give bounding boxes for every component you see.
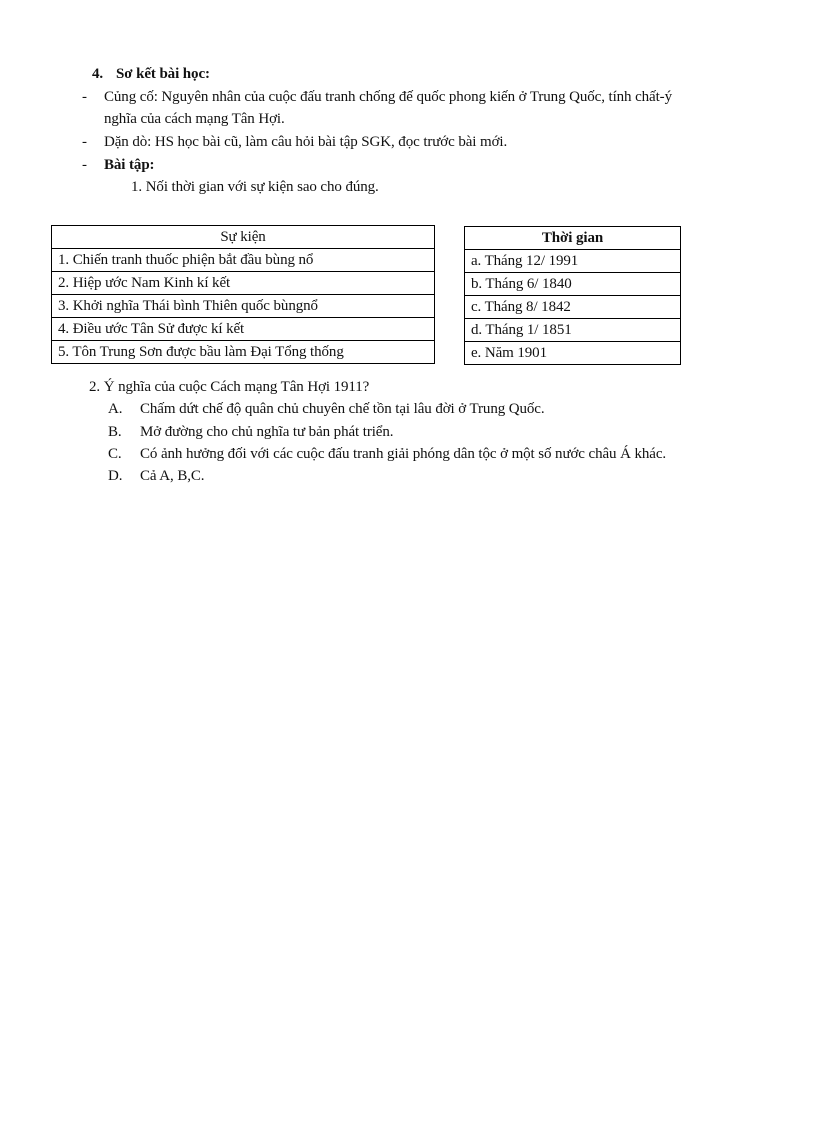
bullet-dash: - — [82, 157, 87, 173]
bullet-dash: - — [82, 134, 87, 150]
time-row: d. Tháng 1/ 1851 — [465, 319, 681, 342]
option-text-b: Mở đường cho chủ nghĩa tư bản phát triển. — [140, 424, 394, 440]
option-text-c: Có ảnh hưởng đối với các cuộc đấu tranh giải phóng dân tộc ở một số nước châu Á khác. — [140, 446, 667, 462]
event-row: 3. Khởi nghĩa Thái bình Thiên quốc bùngnổ — [52, 295, 435, 318]
section-number: 4. — [92, 66, 104, 82]
event-row: 1. Chiến tranh thuốc phiện bắt đầu bùng nổ — [52, 249, 435, 272]
option-text-a: Chấm dứt chế độ quân chủ chuyên chế tồn tại lâu đời ở Trung Quốc. — [140, 401, 545, 417]
times-table — [464, 226, 681, 365]
option-letter-c: C. — [108, 446, 122, 462]
times-header: Thời gian — [465, 227, 681, 250]
consolidate-line-2: nghĩa của cách mạng Tân Hợi. — [104, 111, 285, 127]
time-row: b. Tháng 6/ 1840 — [465, 273, 681, 296]
exercise1-prompt: 1. Nối thời gian với sự kiện sao cho đúng. — [131, 179, 379, 195]
bullet-dash: - — [82, 89, 87, 105]
section-title: Sơ kết bài học: — [116, 66, 210, 82]
option-letter-a: A. — [108, 401, 123, 417]
events-header: Sự kiện — [52, 226, 435, 249]
time-row: e. Năm 1901 — [465, 342, 681, 365]
option-letter-d: D. — [108, 468, 123, 484]
events-table — [51, 225, 435, 364]
time-row: a. Tháng 12/ 1991 — [465, 250, 681, 273]
homework-text: Dặn dò: HS học bài cũ, làm câu hỏi bài tập SGK, đọc trước bài mới. — [104, 134, 508, 150]
event-row: 4. Điều ước Tân Sử được kí kết — [52, 318, 435, 341]
exercise2-question: 2. Ý nghĩa của cuộc Cách mạng Tân Hợi 1911? — [89, 379, 370, 395]
consolidate-line-1: Củng cố: Nguyên nhân của cuộc đấu tranh chống đế quốc phong kiến ở Trung Quốc, tính chất-ý — [104, 89, 672, 105]
exercise-label: Bài tập: — [104, 157, 155, 173]
option-text-d: Cả A, B,C. — [140, 468, 205, 484]
event-row: 5. Tôn Trung Sơn được bầu làm Đại Tổng thống — [52, 341, 435, 364]
time-row: c. Tháng 8/ 1842 — [465, 296, 681, 319]
option-letter-b: B. — [108, 424, 122, 440]
event-row: 2. Hiệp ước Nam Kinh kí kết — [52, 272, 435, 295]
